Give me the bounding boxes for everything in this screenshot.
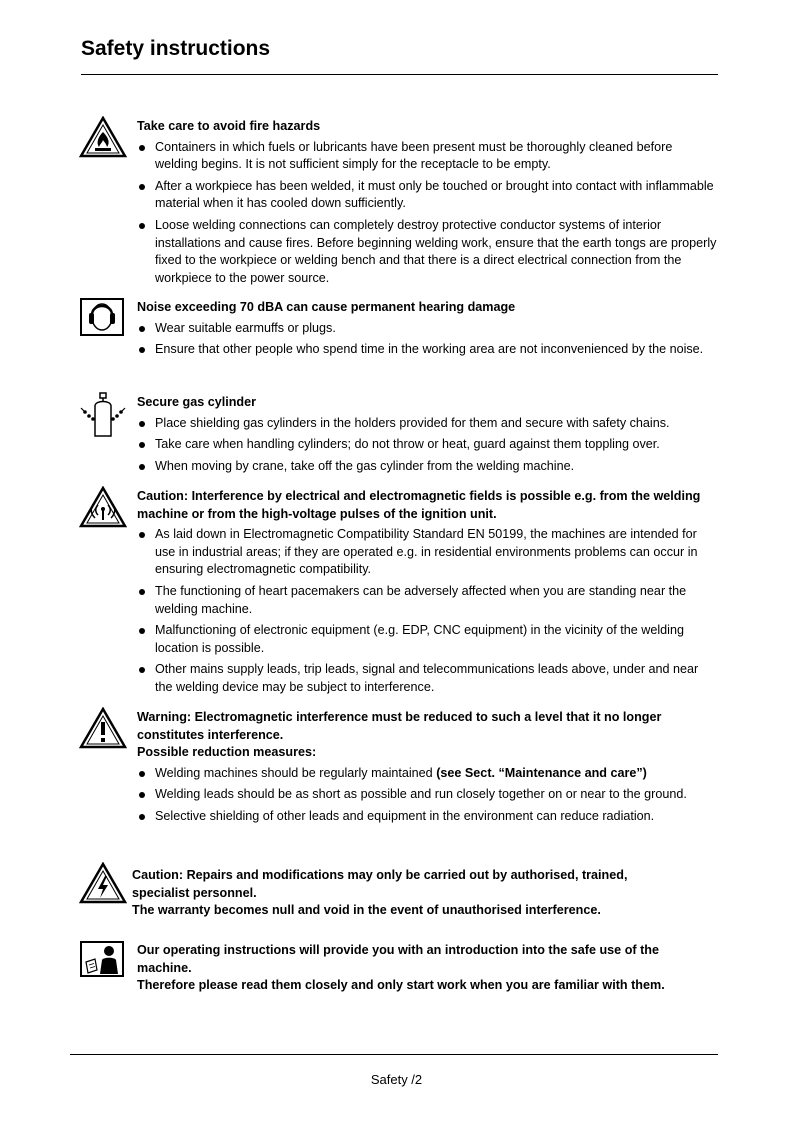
gas-cylinder-heading: Secure gas cylinder: [137, 395, 257, 409]
list-item: When moving by crane, take off the gas cylinder from the welding machine.: [137, 458, 717, 476]
emf-heading: Caution: Interference by electrical and electromagnetic fields is possible e.g. from the welding machine or from the high-voltage pulses of the ignition unit.: [137, 489, 701, 521]
list-item: After a workpiece has been welded, it must only be touched or brought into contact with inflammable material when it has cooled down sufficiently.: [137, 178, 717, 213]
read-manual-icon: [79, 940, 127, 984]
gas-cylinder-content: [137, 394, 717, 479]
repairs-content: [132, 867, 712, 920]
page-title: Safety instructions: [81, 37, 271, 60]
list-item: Loose welding connections can completely destroy protective conductor systems of interior installations and cause fires. Before beginning welding work, ensure that the earth tongs are properly fixed to the workpiece or welding bench and that there is a direct electrical connection from the workpiece to the power source.: [137, 217, 717, 287]
warranty-notice: The warranty becomes null and void in the event of unauthorised interference.: [132, 903, 601, 918]
emf-content: [137, 488, 717, 701]
footer-divider: [70, 1054, 718, 1055]
maintenance-reference: (see Sect. “Maintenance and care”): [436, 765, 647, 780]
electromagnetic-field-warning-icon: [79, 486, 127, 530]
noise-heading: Noise exceeding 70 dBA can cause permanent hearing damage: [137, 300, 516, 314]
page-footer: Safety /2: [370, 1072, 423, 1087]
list-item: Take care when handling cylinders; do not throw or heat, guard against them toppling over.: [137, 436, 717, 454]
list-item: Malfunctioning of electronic equipment (e.g. EDP, CNC equipment) in the vicinity of the welding location is possible.: [137, 622, 717, 657]
list-item: The functioning of heart pacemakers can be adversely affected when you are standing near the welding machine.: [137, 583, 717, 618]
emi-reduction-heading: Warning: Electromagnetic interference must be reduced to such a level that it no longer constitutes interference.: [137, 710, 662, 742]
gas-cylinder-icon: [79, 392, 127, 436]
operating-instructions-content: [137, 942, 717, 995]
repairs-caution: Caution: Repairs and modifications may only be carried out by authorised, trained, specialist personnel.: [132, 868, 628, 900]
fire-hazard-warning-icon: [79, 116, 127, 160]
manual-intro: Our operating instructions will provide you with an introduction into the safe use of the machine.: [137, 943, 659, 975]
list-item: Welding leads should be as short as possible and run closely together on or near to the ground.: [137, 786, 717, 804]
manual-advice: Therefore please read them closely and only start work when you are familiar with them.: [137, 978, 665, 993]
emi-reduction-subheading: Possible reduction measures:: [137, 745, 317, 760]
emi-reduction-content: [137, 709, 717, 830]
list-item: Wear suitable earmuffs or plugs.: [137, 320, 717, 338]
list-item: Other mains supply leads, trip leads, signal and telecommunications leads above, under and near the welding device may be subject to interference.: [137, 661, 717, 696]
list-item-text: Welding machines should be regularly maintained: [155, 765, 437, 780]
fire-hazard-heading: Take care to avoid fire hazards: [137, 119, 321, 133]
list-item: As laid down in Electromagnetic Compatibility Standard EN 50199, the machines are intended for use in industrial areas; if they are operated e.g. in residential environments problems can occur in ensuring electromagnetic compatibility.: [137, 526, 717, 579]
list-item: Place shielding gas cylinders in the holders provided for them and secure with safety chains.: [137, 415, 717, 433]
ear-protection-icon: [79, 297, 127, 341]
list-item: [137, 765, 717, 783]
list-item: Ensure that other people who spend time in the working area are not inconvenienced by the noise.: [137, 341, 717, 359]
electrical-hazard-icon: [79, 862, 127, 906]
fire-hazard-content: [137, 118, 717, 291]
list-item: Selective shielding of other leads and equipment in the environment can reduce radiation.: [137, 808, 717, 826]
general-warning-icon: [79, 707, 127, 751]
header-divider: [81, 74, 718, 75]
list-item: Containers in which fuels or lubricants have been present must be thoroughly cleaned before welding begins. It is not sufficient simply for the receptacle to be empty.: [137, 139, 717, 174]
noise-content: [137, 299, 717, 363]
